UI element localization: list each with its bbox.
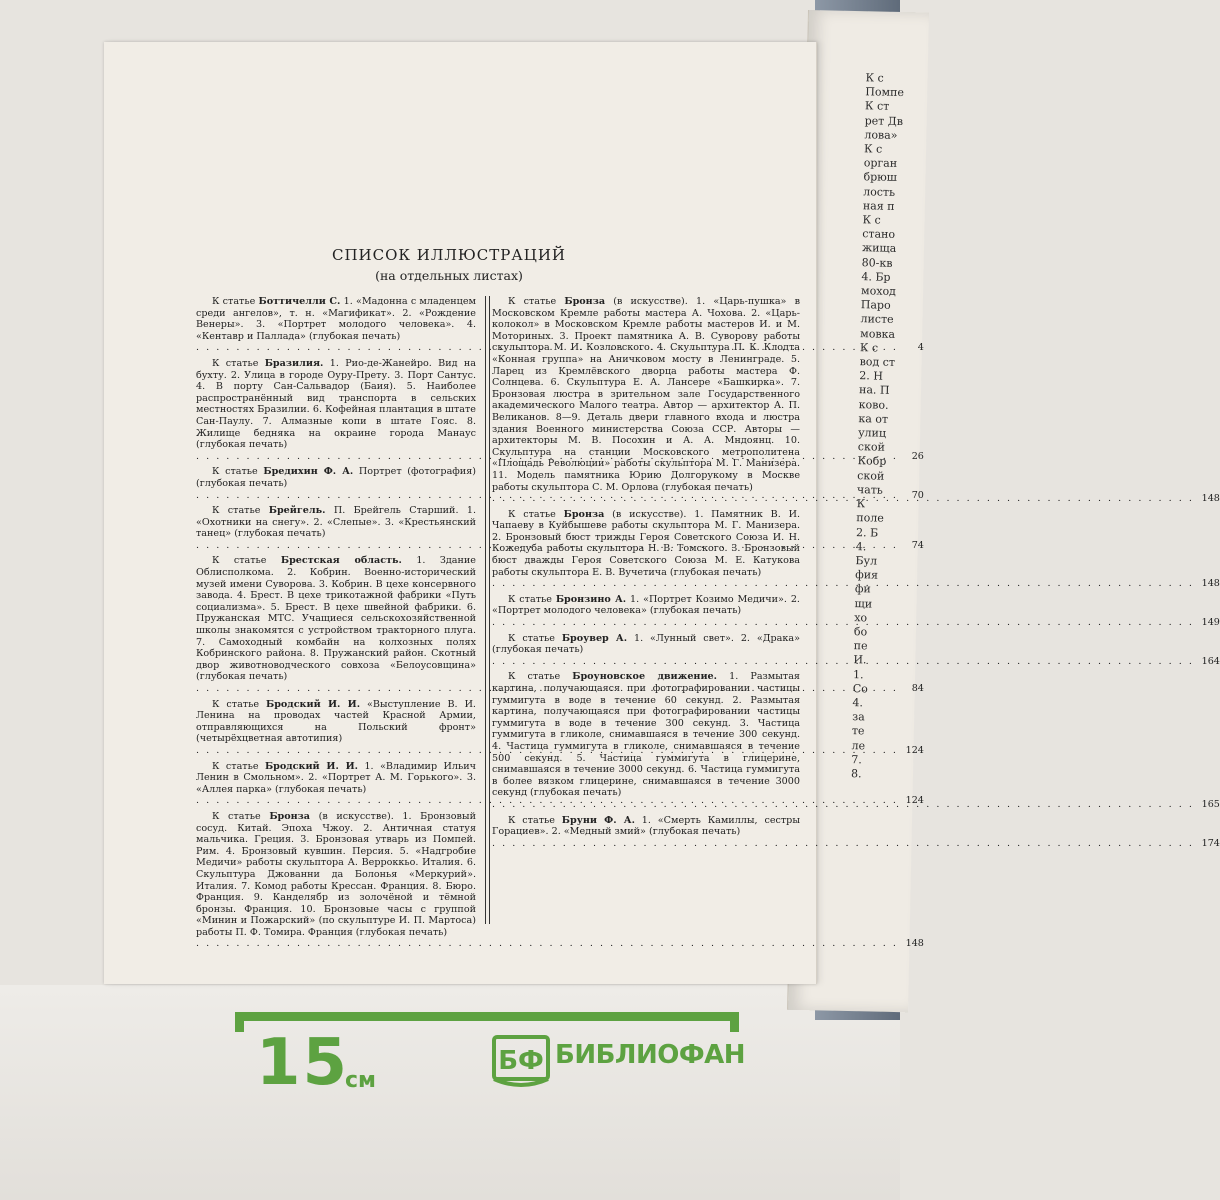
entry-text: 1. Рио-де-Жанейро. Вид на бухту. 2. Улица в городе Оуру-Прету. 3. Порт Сантус. 4. В порту Сан-Сальвадор (Баия). 5. Наиболее распространённый вид транспорта в сельских местностях Бразилии. 6. Кофейная плантация в штате Сан-Паулу. 7. Алмазные копи в штате Гояс. 8. Жилище бедняка на окраине города Манаус (глубокая печать) — [196, 357, 476, 451]
page-number: 124 — [905, 744, 924, 756]
entry-prefix: К статье — [212, 357, 259, 369]
page-number: 148 — [1201, 493, 1220, 505]
facing-line: пе — [853, 639, 868, 653]
book-logo-icon — [492, 1035, 550, 1089]
facing-line: 2. Б — [855, 525, 879, 540]
page-number: 74 — [911, 539, 924, 551]
facing-line: ле — [851, 738, 866, 752]
entry-prefix: К статье — [508, 296, 557, 307]
entry-name: Бродский И. И. — [266, 698, 361, 710]
facing-line: лость — [863, 184, 896, 199]
leader-dots — [492, 578, 1194, 590]
entry-text: (в искусстве). 1. Памятник В. И. Чапаеву в Куйбышеве работы скульптора М. Г. Манизера. 2. Бронзовый бюст трижды Героя Советского Союза И. Н. Кожедуба работы скульптора Н. В. Томского. 3. Бронзовый бюст дважды Героя Советского Союза М. Е. Катукова работы скульптора Е. В. Вучетича (глубокая печать) — [492, 508, 800, 578]
facing-line: вод ст — [859, 355, 896, 369]
entry-name: Бродский И. И. — [264, 760, 358, 772]
facing-line: орган — [863, 156, 898, 171]
facing-line: брюш — [863, 170, 898, 185]
facing-line: ской — [857, 468, 885, 483]
facing-line: ково. — [858, 397, 889, 412]
entry-text: 1. «Смерть Камиллы, сестры Горациев». 2. «Медный змий» (глубокая печать) — [492, 814, 800, 838]
entry-text: 1. «Мадонна с младенцем среди ангелов», т. н. «Магификат». 2. «Рождение Венеры». 3. «Портрет молодого человека». 4. «Кентавр и Паллада» (глубокая печать) — [196, 296, 476, 342]
facing-page-text — [851, 71, 946, 783]
entry-text: «Выступление В. И. Ленина на проводах частей Красной Армии, отправляющихся на Польский фронт» (четырёхцветная автотипия) — [196, 698, 476, 745]
entry-text: 1. Размытая картина, получающаяся при фотографировании частицы гуммигута в воде в течение 60 секунд. 2. Размытая картина, получающаяся при фотографировании частицы гуммигута в воде в течение 300 секунд. 3. Частица гуммигута в гликоле, снимавшаяся в течение 300 секунд. 4. Частица гуммигута в гликоле, снимавшаяся в течение 500 секунд. 5. Частица гуммигута в глицерине, снимавшаяся в течение 3000 секунд. 6. Частица гуммигута в более вязком глицерине, снимавшаяся в течение 3000 секунд (глубокая печать) — [492, 671, 800, 799]
facing-line: моход — [860, 284, 897, 298]
entry-text: (в искусстве). 1. Бронзовый сосуд. Китай. Эпоха Чжоу. 2. Античная статуя мальчика. Греция. 3. Бронзовая утварь из Помпей. Рим. 4. Бронзовый кувшин. Персия. 5. «Надгробие Медичи» работы скульптора А. Верроккьо. Италия. 6. Скульптура Джованни да Болонья «Меркурий». Италия. 7. Комод работы Крессан. Франция. 8. Бюро. Франция. 9. Канделябр из золочёной и тёмной бронзы. Франция. 10. Бронзовые часы с группой «Минин и Пожарский» (по скульптуре И. П. Мартоса) работы П. Ф. Томира. Франция (глубокая печать) — [196, 810, 476, 938]
entry-text: 1. «Владимир Ильич Ленин в Смольном». 2. «Портрет А. М. Горького». 3. «Аллея парка» (глубокая печать) — [196, 760, 476, 795]
facing-line: Бул — [855, 554, 878, 568]
scale-unit: см — [345, 1068, 377, 1093]
entry-text: 1. «Лунный свет». 2. «Драка» (глубокая печать) — [492, 632, 800, 656]
entry-prefix: К статье — [508, 508, 556, 520]
entry-prefix: К статье — [212, 810, 261, 822]
leader-dots — [196, 938, 898, 950]
page-number: 148 — [1201, 578, 1220, 590]
facing-line: мовка — [860, 326, 896, 341]
entry-prefix: К статье — [212, 760, 259, 772]
facing-line: рет Дв — [864, 113, 904, 128]
entry-prefix: К статье — [212, 555, 267, 567]
leader-dots — [492, 617, 1194, 629]
entry-prefix: К статье — [212, 505, 261, 517]
facing-line: 4. — [855, 539, 867, 554]
entry-name: Бруни Ф. А. — [561, 814, 635, 826]
entry-prefix: К статье — [508, 814, 555, 826]
facing-line: 8. — [850, 767, 862, 781]
facing-line: 4. — [852, 696, 864, 710]
entry-name: Боттичелли С. — [258, 296, 341, 307]
facing-line: щи — [854, 596, 873, 610]
entry-name: Бразилия. — [264, 357, 324, 369]
facing-line: К с — [862, 213, 881, 227]
page-subtitle: (на отдельных листах) — [375, 268, 523, 283]
entry-name: Бронза — [563, 508, 605, 520]
facing-line: Со — [852, 681, 868, 696]
entry-prefix: К статье — [508, 671, 561, 683]
leader-dots — [492, 493, 1194, 505]
facing-line: жища — [861, 241, 897, 256]
entry-prefix: К статье — [212, 296, 256, 307]
facing-line: на. П — [858, 383, 890, 398]
toc-entry — [492, 814, 1220, 850]
page-title: СПИСОК ИЛЛЮСТРАЦИЙ — [332, 246, 566, 264]
page-number: 148 — [905, 938, 924, 950]
facing-line: 4. Бр — [861, 270, 891, 284]
scale-value: 15 — [256, 1026, 350, 1100]
entry-prefix: К статье — [212, 698, 260, 710]
facing-line: ная п — [862, 199, 895, 213]
brand-name: БИБЛИОФАН — [555, 1040, 746, 1070]
facing-line: лова» — [864, 128, 898, 142]
facing-line: бо — [853, 625, 868, 639]
entry-text: 1. «Портрет Козимо Медичи». 2. «Портрет молодого человека» (глубокая печать) — [492, 593, 800, 617]
facing-line: ской — [857, 440, 885, 454]
toc-entry — [196, 760, 924, 807]
facing-line: К ст — [864, 99, 890, 114]
facing-line: фи — [854, 582, 871, 596]
facing-line: хо — [854, 610, 868, 625]
entry-name: Бронза — [269, 810, 310, 822]
entry-name: Броуновское движение. — [572, 671, 718, 683]
entry-name: Брейгель. — [268, 505, 326, 517]
entry-name: Бронзино А. — [555, 593, 627, 605]
facing-line: стано — [862, 227, 896, 242]
facing-line: Помпе — [865, 85, 905, 100]
leader-dots — [492, 799, 1194, 811]
page-number: 70 — [911, 489, 924, 501]
facing-line: поле — [856, 511, 884, 525]
facing-line: ка от — [858, 412, 889, 426]
page-number: 84 — [911, 683, 924, 694]
entry-name: Бронза — [564, 296, 606, 307]
facing-line: улиц — [858, 426, 887, 440]
leader-dots — [492, 656, 1194, 668]
entry-name: Броувер А. — [561, 632, 628, 644]
entry-prefix: К статье — [212, 466, 258, 478]
entry-name: Брестская область. — [280, 555, 402, 567]
page-number: 149 — [1201, 617, 1220, 629]
entry-text: (в искусстве). 1. «Царь-пушка» в Московском Кремле работы мастера А. Чохова. 2. «Царь-колокол» в Московском Кремле работы мастеров И. и М. Моториных. 3. Проект памятника А. В. Суворову работы скульптора М. И. Козловского. 4. Скульптура П. К. Клодта «Конная группа» на Аничковом мосту в Ленинграде. 5. Ларец из Кремлёвского дворца работы мастера Ф. Солнцева. 6. Скульптура Е. А. Лансере «Башкирка». 7. Бронзовая люстра в зрительном зале Государственного академического Малого театра. Автор — архитектор А. П. Великанов. 8—9. Деталь двери главного входа и люстра здания Военного министерства Союза ССР. Авторы — архитекторы М. В. Посохин и А. А. Мндоянц. 10. Скульптура на станции Московского метрополитена «Площадь Революции» работы скульптора М. Г. Манизера. 11. Модель памятника Юрию Долгорукому в Москве работы скульптора С. М. Орлова (глубокая печать) — [492, 296, 800, 493]
page-number: 174 — [1201, 837, 1220, 849]
page-number: 124 — [905, 795, 924, 807]
facing-line: Паро — [860, 298, 891, 313]
entry-text: П. Брейгель Старший. 1. «Охотники на снегу». 2. «Слепые». 3. «Крестьянский танец» (глубокая печать) — [196, 505, 476, 540]
facing-line: К с — [865, 71, 884, 85]
toc-entry — [492, 632, 1220, 668]
facing-line: Кобр — [857, 454, 887, 469]
leader-dots — [492, 838, 1194, 850]
facing-line: 2. Н — [859, 369, 884, 383]
facing-line: К с — [863, 142, 883, 156]
entry-text: 1. Здание Облисполкома. 2. Кобрин. Военно-исторический музей имени Суворова. 3. Кобрин. В цехе консервного завода. 4. Брест. В цехе трикотажной фабрики «Путь социализма». 5. Брест. В цехе швейной фабрики. 6. Пружанская МТС. Учащиеся сельскохозяйственной школы знакомятся с устройством тракторного плуга. 7. Самоходный комбайн на колхозных полях Кобринского района. 8. Пружанский район. Скотный двор животноводческого совхоза «Белоусовщина» (глубокая печать) — [196, 555, 476, 683]
page-number: 4 — [917, 342, 924, 354]
entry-prefix: К статье — [508, 632, 555, 644]
entry-name: Бредихин Ф. А. — [263, 466, 354, 478]
entry-prefix: К статье — [508, 593, 552, 605]
facing-line: за — [852, 710, 865, 724]
facing-line: 1. — [852, 667, 864, 681]
facing-line: 7. — [851, 752, 862, 767]
page-number: 165 — [1201, 798, 1220, 810]
entry-text: Портрет (фотография) (глубокая печать) — [196, 466, 476, 489]
facing-line: К — [856, 497, 866, 511]
facing-line: листе — [860, 312, 894, 327]
facing-line: 80-кв — [861, 255, 893, 270]
facing-line: И. — [853, 653, 867, 667]
facing-line: те — [851, 724, 865, 738]
facing-line: К с — [859, 341, 879, 355]
facing-line: чать — [856, 483, 884, 497]
page-number: 26 — [911, 450, 924, 462]
logo-text: БФ — [498, 1046, 544, 1076]
page-number: 164 — [1201, 655, 1220, 667]
facing-line: фия — [855, 568, 879, 582]
